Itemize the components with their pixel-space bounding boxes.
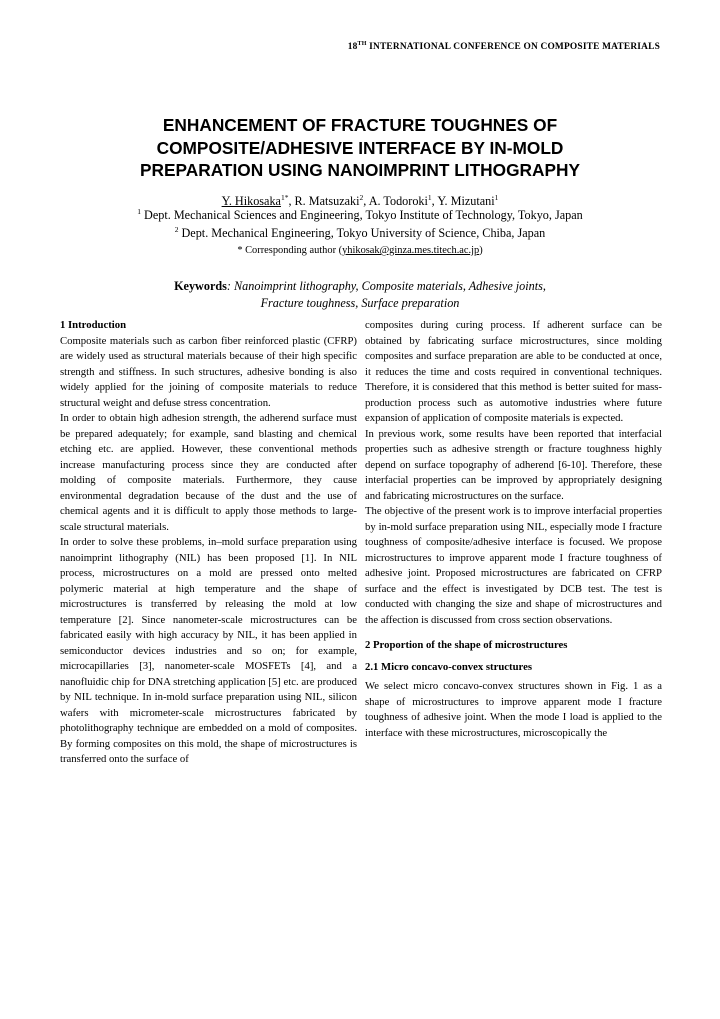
- author-name: Y. Hikosaka: [221, 194, 281, 209]
- subsection-heading: 2.1 Micro concavo-convex structures: [365, 660, 533, 673]
- conference-header: 18TH INTERNATIONAL CONFERENCE ON COMPOSITE MATERIALS: [347, 41, 660, 53]
- keywords: Keywords: Nanoimprint lithography, Composite materials, Adhesive joints, Fracture toughness, Surface preparation: [174, 279, 546, 310]
- paragraph: We select micro concavo-convex structures shown in Fig. 1 as a shape of microstructures to improve apparent mode I fracture toughness of adhesive joint. When the mode I load is applied to the interface with these microstructures, microscopically the: [365, 680, 662, 739]
- section-heading: 1 Introduction: [60, 319, 127, 331]
- keywords-label: Keywords: [174, 279, 227, 293]
- title-line: ENHANCEMENT OF FRACTURE TOUGHNES OF: [162, 115, 558, 135]
- section-heading: 2 Proportion of the shape of microstructures: [365, 639, 568, 651]
- author-name: Y. Mizutani: [437, 194, 495, 209]
- left-column: [60, 318, 357, 768]
- affiliation-1: $^1$ Dept. Mechanical Sciences and Engineering, Tokyo Institute of Technology, Tokyo, Japan: [137, 207, 583, 223]
- paragraph: In order to obtain high adhesion strength, the adherend surface must be prepared adequately; for example, sand blasting and chemical etching etc. are applied. However, these conventional methods increase manufacturing process since they are conducted after molding of composite materials. Furthermore, they cause environmental degradation because of the dust and the use of chemical agents and it is difficult to apply those methods to large-scale structural materials.: [60, 412, 357, 533]
- paragraph: Composite materials such as carbon fiber reinforced plastic (CFRP) are widely used as structural materials because of their high specific strength and stiffness. In such structures, adhesive bonding is also widely applied for the joining of composite materials to reduce structural weight and defuse stress concentration.: [60, 334, 357, 409]
- paper-title: [60, 114, 660, 182]
- paragraph: In order to solve these problems, in–mold surface preparation using nanoimprint lithography (NIL) has been proposed [1]. In NIL process, microstructures on a mold are pressed onto melted polymeric material at high temperature and the shape of microstructures is transferred by releasing the mold at low temperature [2]. Since nanometer-scale microstructures can be fabricated easily with high accuracy by NIL, it has been applied in semiconductor devices industries and so on; for example, microcapillaries [3], nanometer-scale MOSFETs [4], and a nanofluidic chip for DNA stretching application [5] etc. are produced by NIL technique. In in-mold surface preparation using NIL, silicon wafers with micrometer-scale microstructures fabricated by photolithography technique are embedded on a mold of composites. By forming composites on this mold, the shape of microstructures is transferred onto the surface of: [60, 536, 357, 765]
- right-column: [365, 318, 662, 741]
- paragraph: In previous work, some results have been reported that interfacial properties such as adhesive strength or fracture toughness highly depend on surface topography of adherend [6-10]. Therefore, these interfacial properties can be improved by appropriately designing and fabricating microstructures on the surface.: [365, 427, 662, 502]
- paragraph: The objective of the present work is to improve interfacial properties by in-mold surface preparation using NIL, especially mode I fracture toughness of composite/adhesive interface is focused. We propose microstructures to improve apparent mode I fracture toughness of adhesive joint. Proposed microstructures are fabricated on CFRP surface and the effect is investigated by DCB test. The test is conducted with changing the size and shape of microstructures and the affection is discussed from cross section observations.: [365, 505, 662, 626]
- corresponding-author: * Corresponding author (yhikosak@ginza.mes.titech.ac.jp): [237, 245, 483, 256]
- title-line: COMPOSITE/ADHESIVE INTERFACE BY IN-MOLD: [156, 137, 564, 158]
- author-name: A. Todoroki: [368, 194, 428, 209]
- affiliation-2: $^2$ Dept. Mechanical Engineering, Tokyo University of Science, Chiba, Japan: [174, 225, 546, 241]
- author-list: Y. Hikosaka$^{1*}$, R. Matsuzaki$^2$, A. Todoroki$^1$, Y. Mizutani$^1$: [221, 193, 499, 209]
- paragraph: composites during curing process. If adherent surface can be obtained by fabricating surface microstructures, since molding composites and surface preparation are able to be conducted at once, it reduces the time and costs required in conventional techniques. Therefore, it is considered that this method is better suited for mass-production process such as automotive industries where future expansion of application of composite materials is expected.: [365, 319, 662, 424]
- title-line: PREPARATION USING NANOIMPRINT LITHOGRAPHY: [139, 160, 581, 180]
- email-link[interactable]: yhikosak@ginza.mes.titech.ac.jp: [342, 245, 480, 256]
- author-name: R. Matsuzaki: [294, 194, 360, 209]
